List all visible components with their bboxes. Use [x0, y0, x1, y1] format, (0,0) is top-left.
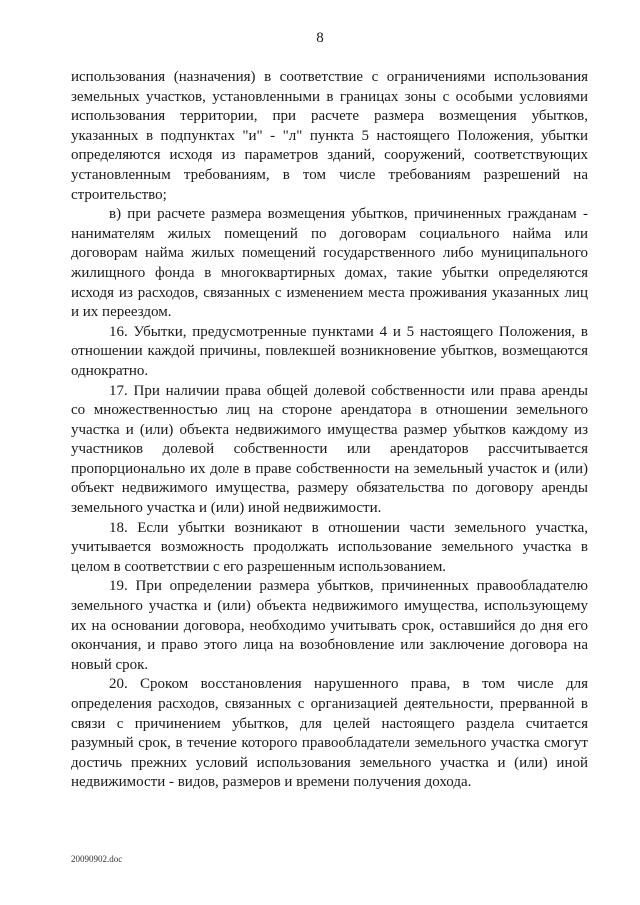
footer-filename: 20090902.doc	[71, 854, 123, 864]
paragraph-19: 19. При определении размера убытков, причиненных правообладателю земельного участка и (или) объекта недвижимого имущества, использующему их на основании договора, необходимо учитывать срок, оставшийся до дня его окончания, и право этого лица на возобновление или заключение договора на новый срок.	[71, 578, 588, 673]
paragraph-16: 16. Убытки, предусмотренные пунктами 4 и 5 настоящего Положения, в отношении каждой причины, повлекшей возникновение убытков, возмещаются однократно.	[71, 323, 588, 379]
paragraph-continuation: использования (назначения) в соответствие с ограничениями использования земельных участков, установленными в границах зоны с особыми условиями использования территории, при расчете размера возмещения убытков, указанных в подпунктах "и" - "л" пункта 5 настоящего Положения, убытки определяются исходя из параметров зданий, сооружений, соответствующих установленным требованиям, в том числе требованиям разрешений на строительство;	[71, 69, 588, 203]
paragraph-18: 18. Если убытки возникают в отношении части земельного участка, учитывается возможность продолжать использование земельного участка в целом в соответствии с его разрешенным использованием.	[71, 519, 588, 575]
paragraph-17: 17. При наличии права общей долевой собственности или права аренды со множественностью лиц на стороне арендатора в отношении земельного участка и (или) объекта недвижимого имущества размер убытков каждому из участников долевой собственности или арендаторов рассчитывается пропорционально их доле в праве собственности на земельный участок и (или) объект недвижимого имущества, размеру обязательства по договору аренды земельного участка и (или) иной недвижимости.	[71, 382, 588, 517]
paragraph-20: 20. Сроком восстановления нарушенного права, в том числе для определения расходов, связанных с организацией деятельности, прерванной в связи с причинением убытков, для целей настоящего раздела считается разумный срок, в течение которого правообладатели земельного участка смогут достичь прежних условий использования земельного участка и (или) иной недвижимости - видов, размеров и времени получения дохода.	[71, 676, 588, 791]
paragraph-subitem-v: в) при расчете размера возмещения убытков, причиненных гражданам - нанимателям жилых помещений по договорам социального найма или договорам найма жилых помещений государственного либо муниципального жилищного фонда в многоквартирных домах, такие убытки определяются исходя из расходов, связанных с изменением места проживания указанных лиц и их переездом.	[71, 206, 588, 321]
document-body	[71, 68, 588, 793]
page-number: 8	[316, 30, 324, 46]
